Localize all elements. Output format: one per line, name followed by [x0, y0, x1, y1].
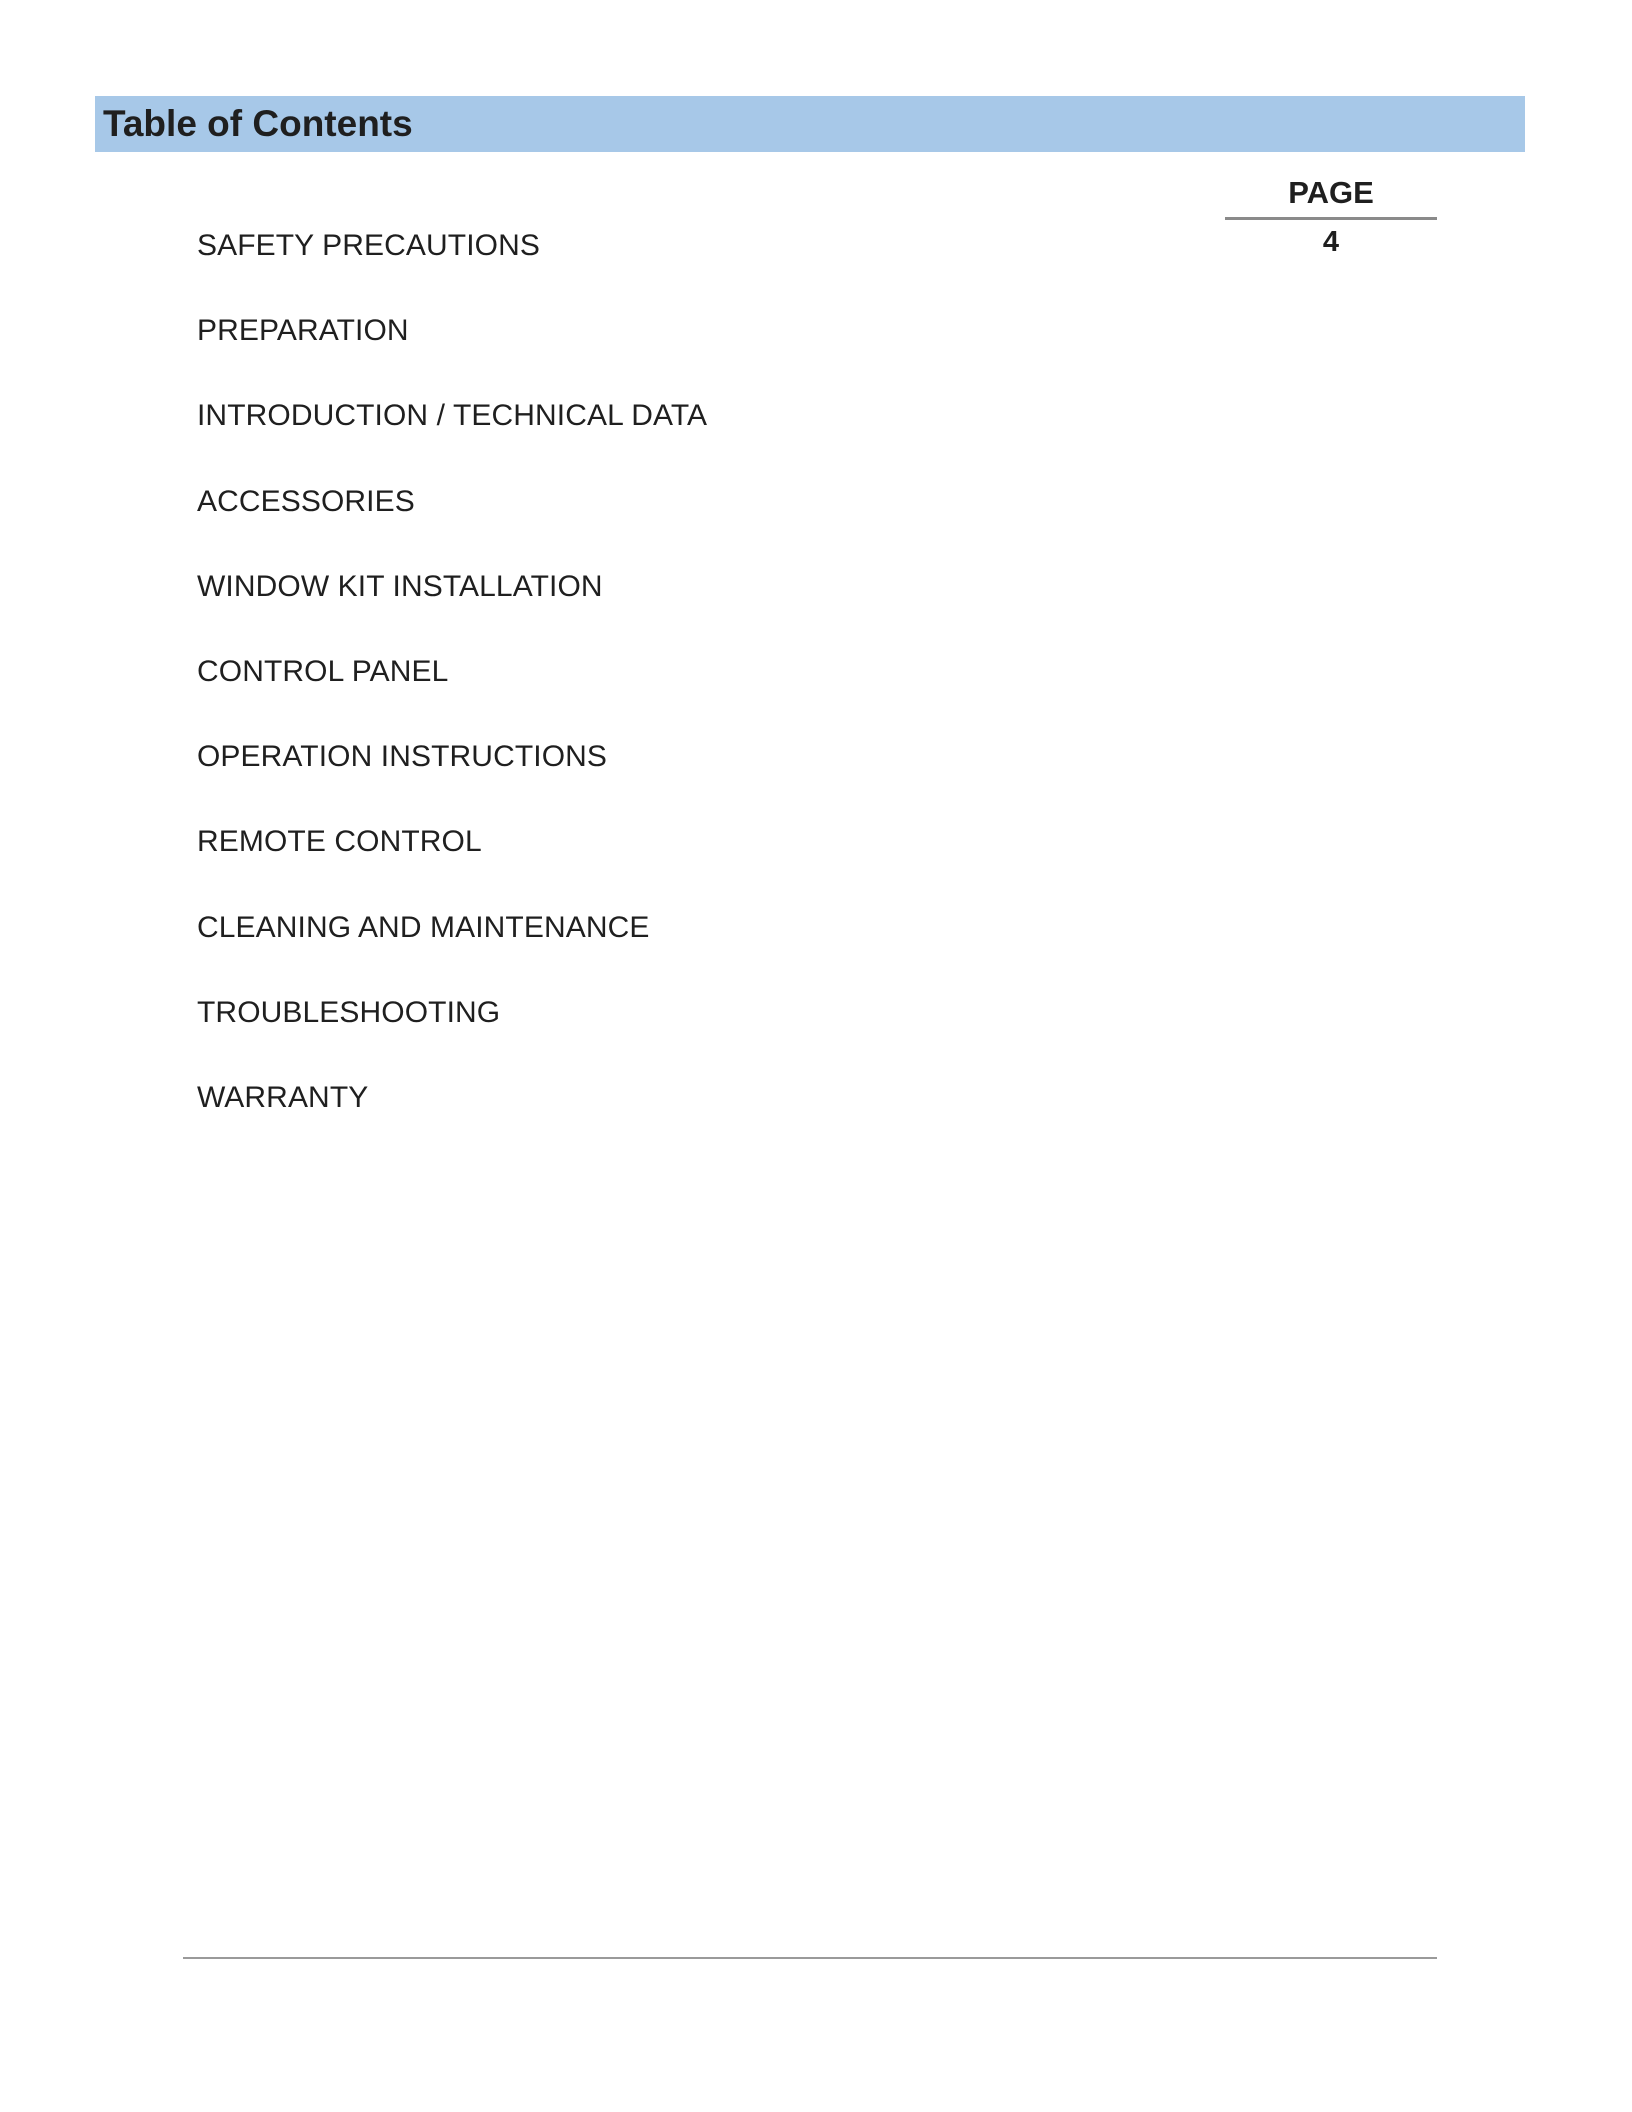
toc-page-number-0[interactable]: 4: [1322, 226, 1340, 258]
page-column-divider: [1225, 217, 1437, 220]
toc-list: [197, 226, 707, 1163]
toc-entry-control-panel[interactable]: CONTROL PANEL: [197, 654, 449, 688]
toc-entry-operation-instructions[interactable]: OPERATION INSTRUCTIONS: [197, 740, 607, 774]
toc-entry-troubleshooting[interactable]: TROUBLESHOOTING: [197, 995, 501, 1029]
toc-entry-remote-control[interactable]: REMOTE CONTROL: [197, 825, 482, 859]
toc-entry-warranty[interactable]: WARRANTY: [197, 1080, 369, 1114]
toc-header-banner: [95, 96, 1525, 152]
page-column: [1225, 172, 1437, 258]
page-column-heading: PAGE: [1288, 175, 1374, 210]
toc-entry-window-kit-installation[interactable]: WINDOW KIT INSTALLATION: [197, 569, 603, 603]
toc-entry-preparation[interactable]: PREPARATION: [197, 314, 409, 348]
toc-title: Table of Contents: [103, 103, 413, 144]
toc-entry-cleaning-and-maintenance[interactable]: CLEANING AND MAINTENANCE: [197, 910, 650, 944]
footer-divider: [183, 1957, 1437, 1959]
toc-entry-accessories[interactable]: ACCESSORIES: [197, 484, 415, 518]
toc-entry-introduction-technical-data[interactable]: INTRODUCTION / TECHNICAL DATA: [197, 399, 708, 433]
toc-entry-safety-precautions[interactable]: SAFETY PRECAUTIONS: [197, 229, 540, 262]
